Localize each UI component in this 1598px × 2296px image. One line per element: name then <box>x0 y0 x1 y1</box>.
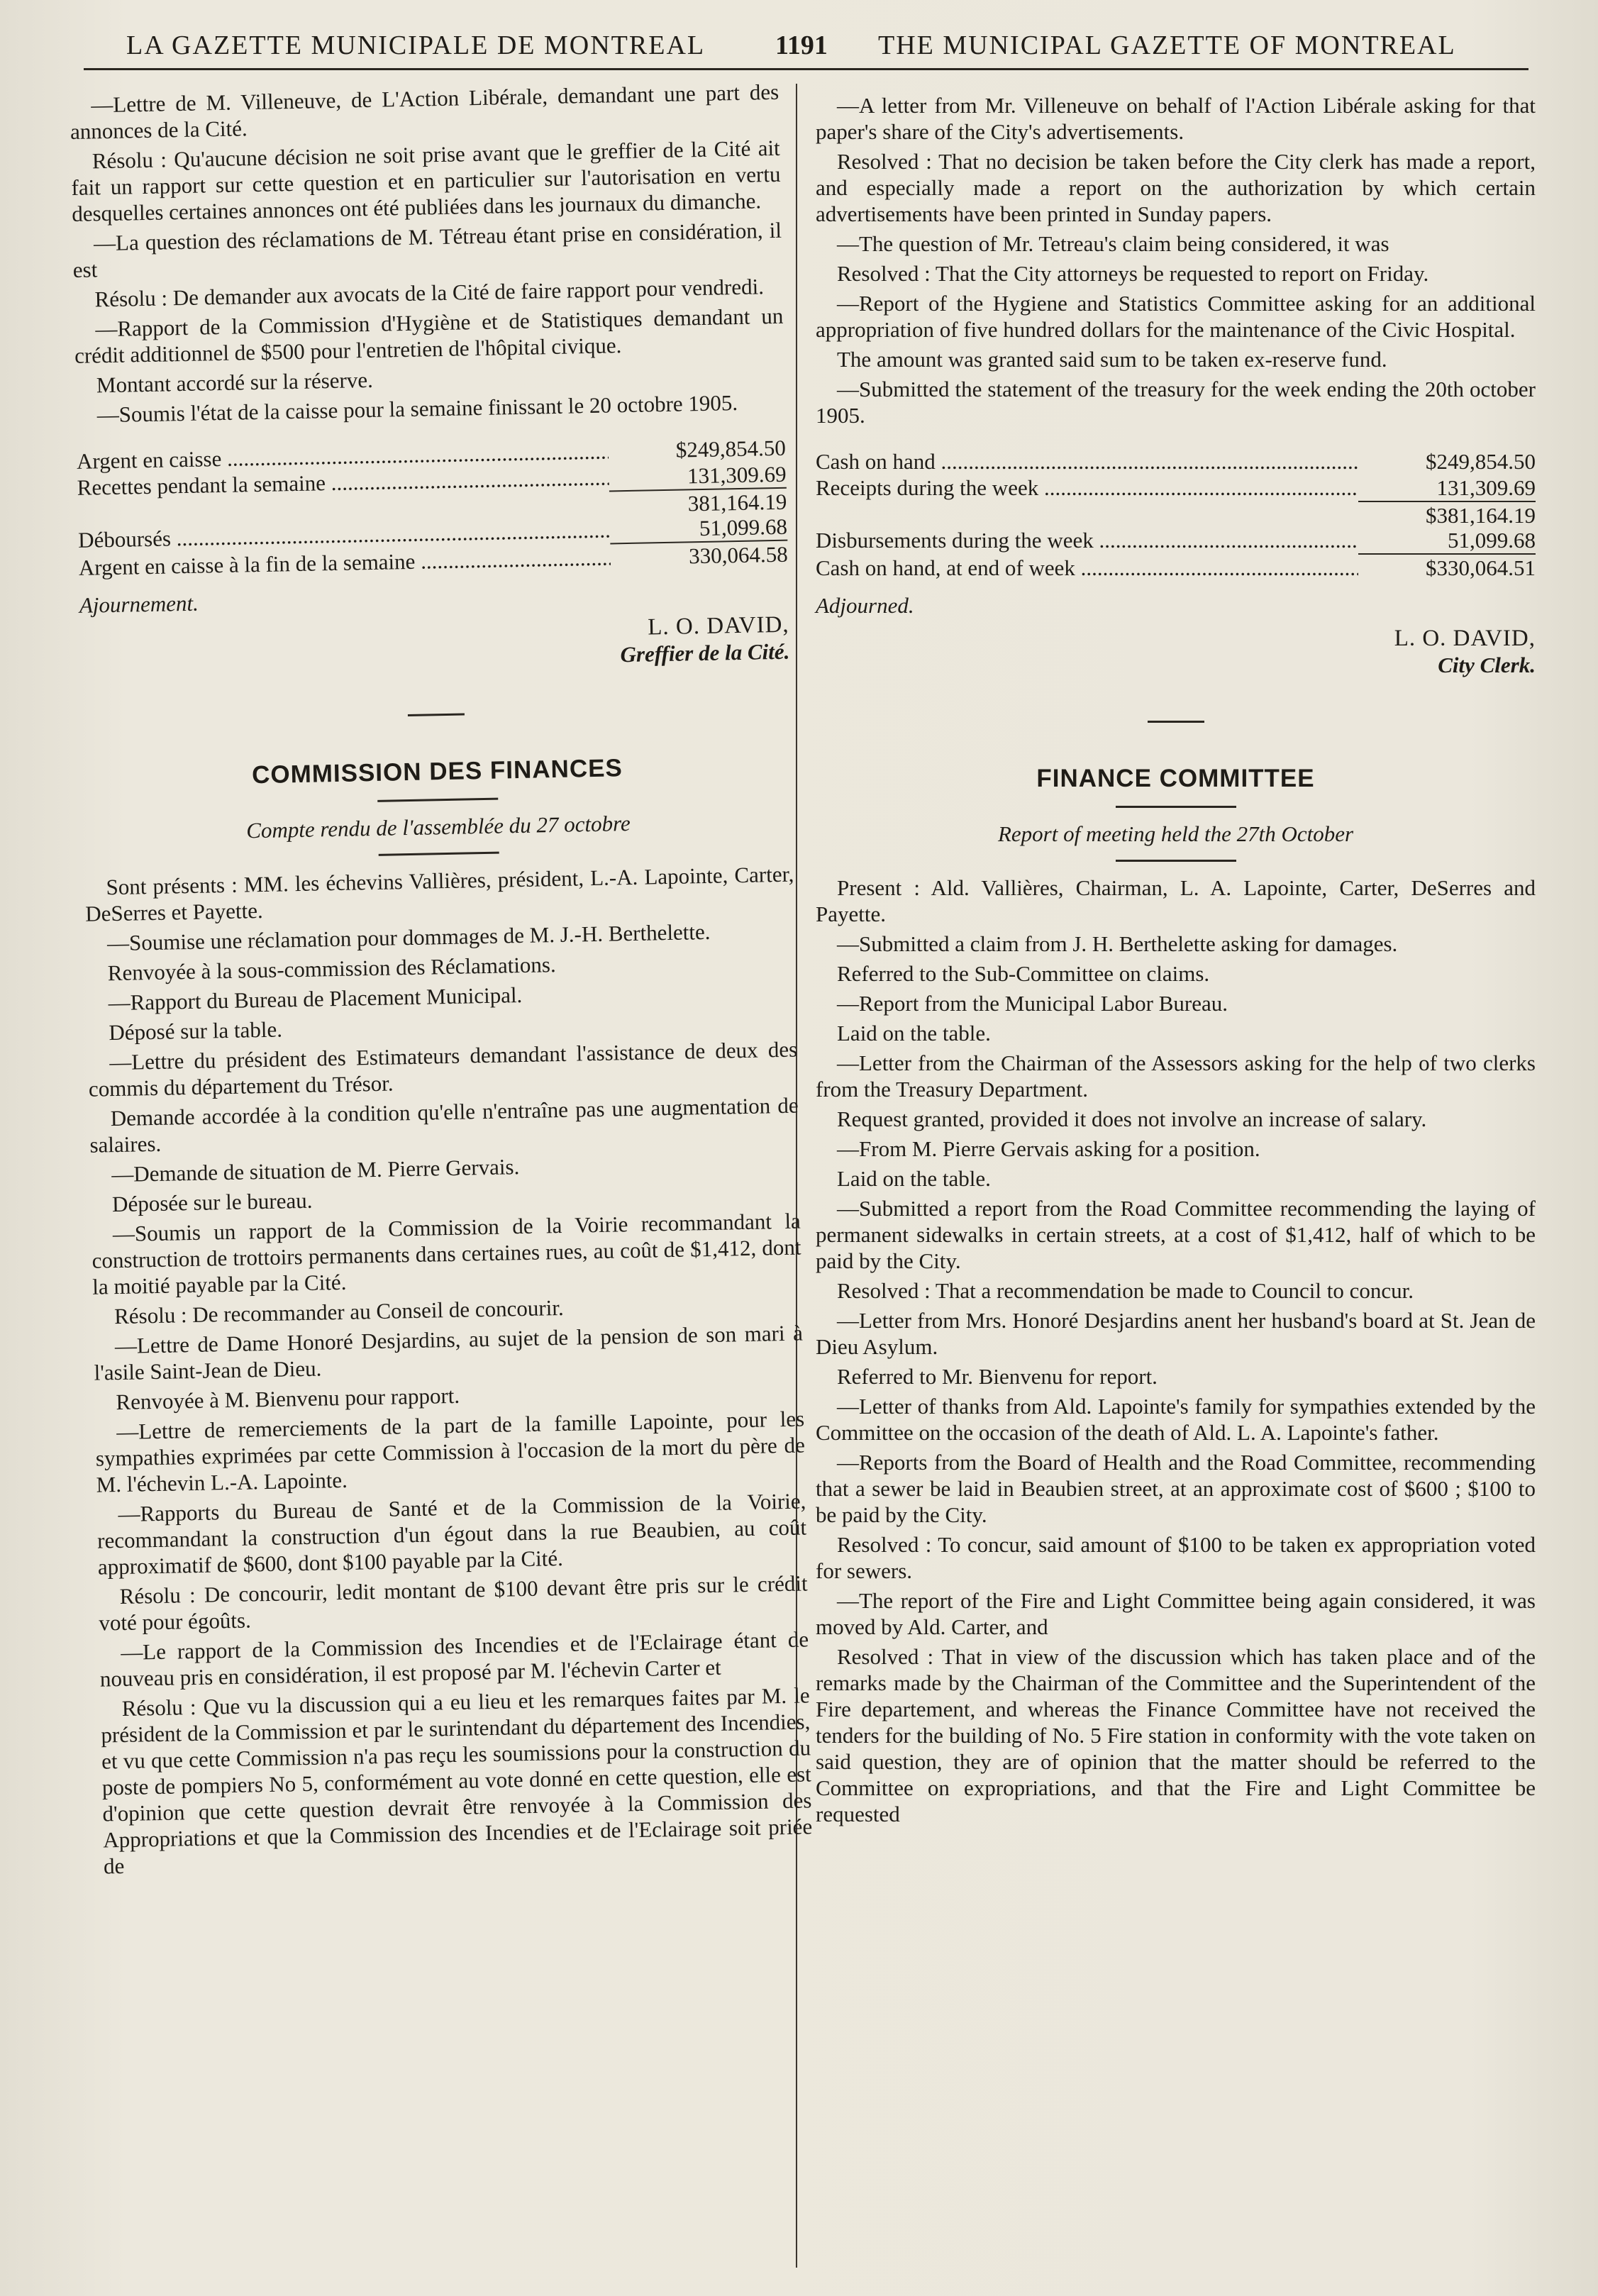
paragraph: —Le rapport de la Commission des Incendies et de l'Eclairage étant de nouveau pris en considération, il est proposé par M. l'échevin Carter et <box>99 1626 809 1692</box>
paragraph: Resolved : That no decision be taken before the City clerk has made a report, and especially made a report on the authorization by which certain advertisements have been printed in Sunday papers. <box>816 149 1536 226</box>
paragraph: —Report of the Hygiene and Statistics Committee asking for an additional appropriation of five hundred dollars for the maintenance of the Civic Hospital. <box>816 291 1536 342</box>
paragraph: —A letter from Mr. Villeneuve on behalf of l'Action Libérale asking for that paper's share of the City's advertisements. <box>816 93 1536 144</box>
paragraph: —Rapports du Bureau de Santé et de la Commission de la Voirie, recommandant la construction d'un égout dans la rue Beaubien, au coût approximatif de $600, dont $100 payable par la Cité. <box>96 1488 807 1580</box>
header-rule <box>84 68 1528 70</box>
ledger-row <box>816 553 1536 579</box>
paragraph: Déposée sur le bureau. <box>111 1187 313 1217</box>
paragraph: —Submitted a claim from J. H. Berthelette asking for damages. <box>837 931 1398 956</box>
paragraph: —The question of Mr. Tetreau's claim being considered, it was <box>837 231 1389 256</box>
signature-block <box>816 626 1536 678</box>
section-divider <box>1148 721 1204 723</box>
ledger-subtotal: $381,164.19 <box>1358 501 1536 528</box>
ledger-label: Disbursements during the week ..... <box>816 527 1358 553</box>
ledger-label: Cash on hand, at end of week ..... <box>816 555 1358 581</box>
paragraph: —Submitted a report from the Road Committee recommending the laying of permanent sidewalks in certain streets, at a cost of $1,412, half of which to be paid by the City. <box>816 1196 1536 1273</box>
paragraph: Sont présents : MM. les échevins Vallières, président, L.-A. Lapointe, Carter, DeSerres et Payette. <box>84 861 794 926</box>
ledger-value: 51,099.68 <box>699 514 788 541</box>
paragraph: The amount was granted said sum to be taken ex-reserve fund. <box>837 347 1387 372</box>
ledger-label: Recettes pendant la semaine ..... <box>77 465 609 501</box>
paragraph: Résolu : Qu'aucune décision ne soit prise avant que le greffier de la Cité ait fait un rapport sur cette question et en particulier sur l'autorisation en vertu desquelles certaines annonces ont été publiées dans les journaux du dimanche. <box>71 135 781 226</box>
ledger-label: Déboursés ..... <box>78 516 611 553</box>
paragraph: —Soumis un rapport de la Commission de la Voirie recommandant la construction de trottoirs permanents dans certaines rues, au coût de $1,412, dont la moitié payable par la Cité. <box>91 1208 801 1299</box>
paragraph: —Lettre de Dame Honoré Desjardins, au sujet de la pension de son mari à l'asile Saint-Jean de Dieu. <box>94 1320 804 1385</box>
section-subtitle: Compte rendu de l'assemblée du 27 octobre <box>245 811 631 843</box>
adjourned-label: Ajournement. <box>79 590 199 618</box>
title-rule <box>1116 806 1236 808</box>
paragraph: —Lettre de remerciements de la part de la famille Lapointe, pour les sympathies exprimées par cette Commission à l'occasion de la mort du père de M. l'échevin L.-A. Lapointe. <box>95 1406 806 1497</box>
paragraph: Resolved : That the City attorneys be requested to report on Friday. <box>837 261 1429 286</box>
french-column <box>70 79 813 1883</box>
paragraph: —La question des réclamations de M. Tétreau étant prise en considération, il est <box>72 217 782 282</box>
paragraph: —Lettre du président des Estimateurs demandant l'assistance de deux des commis du département du Trésor. <box>88 1036 798 1102</box>
signer-role: Greffier de la Cité. <box>620 638 790 667</box>
paragraph: Déposé sur la table. <box>109 1016 283 1046</box>
ledger-value: $330,064.51 <box>1358 553 1536 581</box>
signer-name: L. O. DAVID, <box>1394 626 1536 651</box>
ledger-value: 330,064.58 <box>610 540 788 571</box>
paragraph: Demande accordée à la condition qu'elle n'entraîne pas une augmentation de salaires. <box>89 1092 799 1158</box>
paragraph: Laid on the table. <box>837 1021 991 1046</box>
header-title-french: LA GAZETTE MUNICIPALE DE MONTREAL <box>126 30 706 60</box>
ledger-row <box>816 527 1536 553</box>
subtitle-rule <box>379 852 499 856</box>
paragraph: Resolved : To concur, said amount of $100 to be taken ex appropriation voted for sewers. <box>816 1532 1536 1583</box>
paragraph: Present : Ald. Vallières, Chairman, L. A. Lapointe, Carter, DeSerres and Payette. <box>816 875 1536 926</box>
paragraph: Renvoyée à la sous-commission des Réclamations. <box>107 952 557 986</box>
signature-block <box>79 612 789 678</box>
paragraph: Renvoyée à M. Bienvenu pour rapport. <box>116 1382 460 1415</box>
ledger-value: 51,099.68 <box>1448 528 1536 553</box>
cash-statement <box>77 435 788 579</box>
ledger-label: Argent en caisse ..... <box>77 438 609 475</box>
paragraph: —Reports from the Board of Health and the Road Committee, recommending that a sewer be laid in Beaubien street, at an approximate cost of $600 ; $100 to be paid by the City. <box>816 1450 1536 1527</box>
page-header <box>84 20 1528 70</box>
adjourned-label: Adjourned. <box>816 593 914 618</box>
ledger-value: $249,854.50 <box>675 435 787 462</box>
section-title: FINANCE COMMITTEE <box>1036 765 1315 792</box>
ledger-row <box>816 501 1536 527</box>
paragraph: —From M. Pierre Gervais asking for a position. <box>837 1136 1260 1161</box>
ledger-value: 131,309.69 <box>687 461 787 489</box>
paragraph: —The report of the Fire and Light Committee being again considered, it was moved by Ald. Carter, and <box>816 1588 1536 1639</box>
paragraph: —Soumis l'état de la caisse pour la semaine finissant le 20 octobre 1905. <box>96 389 738 428</box>
ledger-value: 131,309.69 <box>1436 475 1536 500</box>
ledger-row <box>816 448 1536 475</box>
paragraph: —Rapport du Bureau de Placement Municipal. <box>108 982 523 1016</box>
paragraph: Resolved : That a recommendation be made to Council to concur. <box>837 1278 1414 1303</box>
paragraph: —Submitted the statement of the treasury for the week ending the 20th october 1905. <box>816 377 1536 428</box>
paragraph: —Rapport de la Commission d'Hygiène et de Statistiques demandant un crédit additionnel de $500 pour l'entretien de l'hôpital civique. <box>74 303 784 368</box>
paragraph: —Report from the Municipal Labor Bureau. <box>837 991 1228 1016</box>
paragraph: Resolved : That in view of the discussion which has taken place and of the remarks made by the Chairman of the Committee and the Superintendent of the Fire departement, and whereas the Finance Committee have not received the tenders for the building of No. 5 Fire station in conformity with the vote taken on said question, they are of opinion that the matter should be referred to the Committee on expropriations, and that the Fire and Light Committee be requested <box>816 1644 1536 1826</box>
page-number: 1191 <box>775 30 828 60</box>
paragraph: Résolu : De concourir, ledit montant de $100 devant être pris sur le crédit voté pour égoûts. <box>99 1570 808 1636</box>
ledger-row <box>816 475 1536 501</box>
cash-statement <box>816 448 1536 579</box>
paragraph: —Demande de situation de M. Pierre Gervais. <box>111 1154 520 1187</box>
ledger-value: $249,854.50 <box>1426 449 1536 474</box>
section-title: COMMISSION DES FINANCES <box>251 754 623 789</box>
ledger-subtotal: 381,164.19 <box>609 487 787 518</box>
paragraph: —Soumise une réclamation pour dommages de M. J.-H. Berthelette. <box>106 919 711 956</box>
paragraph: Referred to the Sub-Committee on claims. <box>837 961 1210 986</box>
ledger-label: Cash on hand ..... <box>816 448 1358 475</box>
subtitle-rule <box>1116 860 1236 862</box>
english-column <box>816 92 1536 1831</box>
paragraph: —Letter of thanks from Ald. Lapointe's family for sympathies extended by the Committee on the occasion of the death of Ald. L. A. Lapointe's father. <box>816 1394 1536 1445</box>
paragraph: —Lettre de M. Villeneuve, de L'Action Libérale, demandant une part des annonces de la Cité. <box>70 79 779 144</box>
paragraph: —Letter from Mrs. Honoré Desjardins anent her husband's board at St. Jean de Dieu Asylum. <box>816 1308 1536 1359</box>
section-divider <box>408 713 465 716</box>
paragraph: —Letter from the Chairman of the Assessors asking for the help of two clerks from the Treasury Department. <box>816 1050 1536 1102</box>
title-rule <box>377 798 498 802</box>
paragraph: Résolu : Que vu la discussion qui a eu lieu et les remarques faites par M. le président de la Commission et par le surintendant du département des Incendies, et vu que cette Commission n'a pas reçu les soumissions pour la construction du poste de pompiers No 5, conformément au vote donné en cette question, elle est d'opinion que cette question devrait être renvoyée à la Commission des Appropriations et que la Commission des Incendies et de l'Eclairage soit priée de <box>101 1682 813 1879</box>
header-title-english: THE MUNICIPAL GAZETTE OF MONTREAL <box>878 30 1456 60</box>
ledger-label: Receipts during the week ..... <box>816 475 1358 501</box>
paragraph: Résolu : De recommander au Conseil de concourir. <box>113 1294 564 1329</box>
paragraph: Laid on the table. <box>837 1166 991 1191</box>
paragraph: Referred to Mr. Bienvenu for report. <box>837 1364 1158 1389</box>
signer-name: L. O. DAVID, <box>647 611 789 640</box>
paragraph: Montant accordé sur la réserve. <box>96 367 374 398</box>
paragraph: Résolu : De demander aux avocats de la Cité de faire rapport pour vendredi. <box>94 274 765 312</box>
ledger-label: Argent en caisse à la fin de la semaine ..... <box>79 544 611 580</box>
section-subtitle: Report of meeting held the 27th October <box>997 821 1354 846</box>
paragraph: Request granted, provided it does not involve an increase of salary. <box>837 1107 1427 1131</box>
signer-role: City Clerk. <box>1438 653 1536 677</box>
